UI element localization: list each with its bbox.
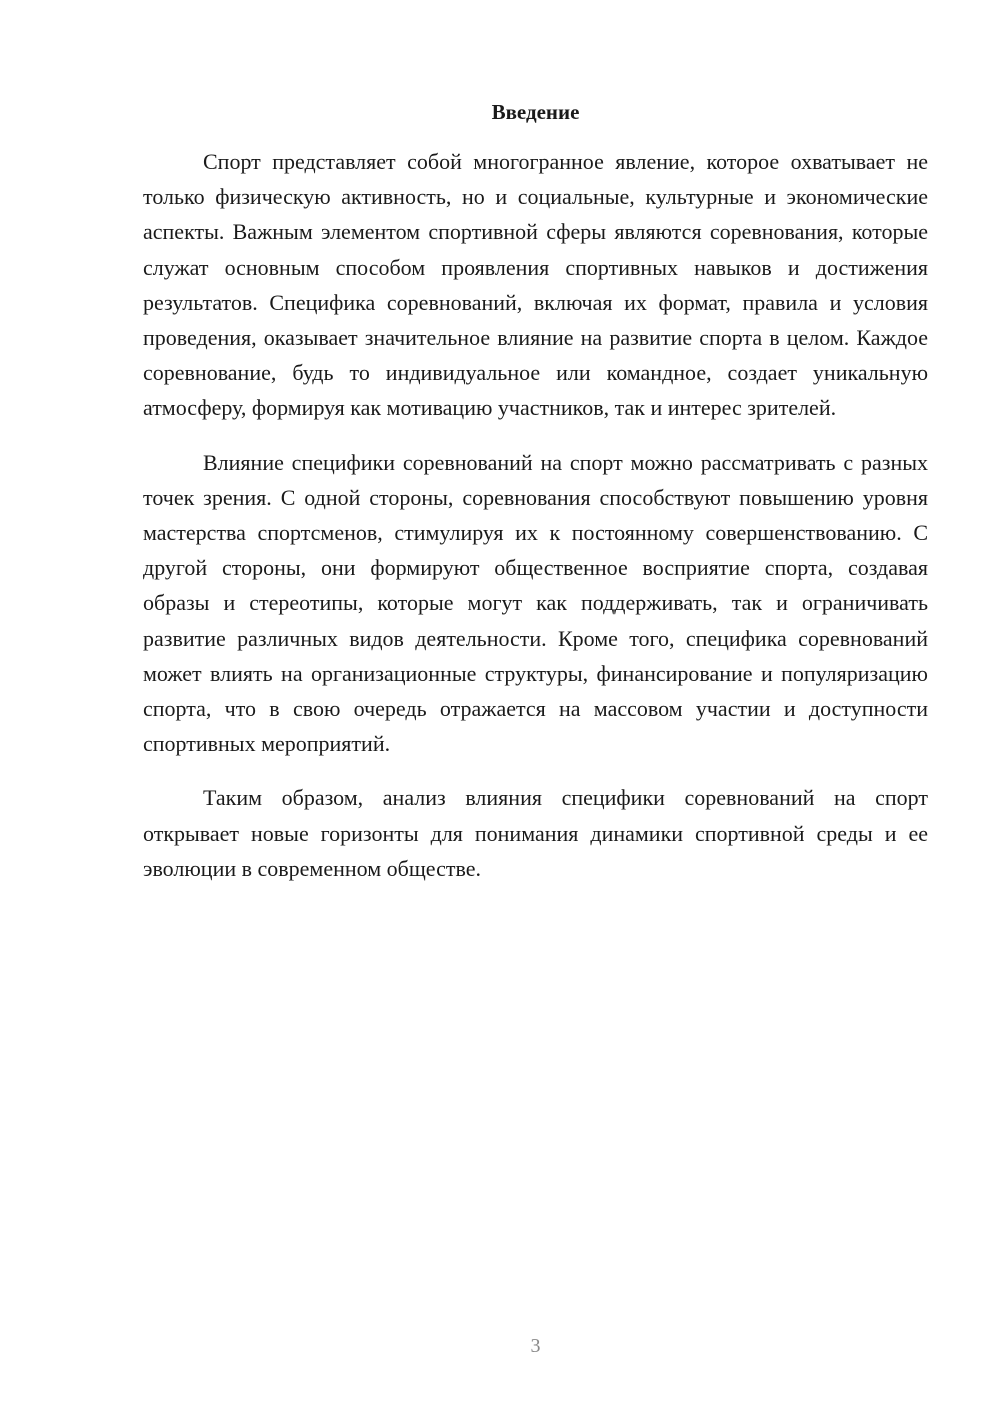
page-number: 3 <box>530 1335 541 1357</box>
body-text <box>143 144 928 905</box>
section-heading: Введение <box>491 100 580 124</box>
paragraph-1: Спорт представляет собой многогранное явление, которое охватывает не только физическую активность, но и социальные, культурные и экономические аспекты. Важным элементом спортивной сферы являются соревнования, которые служат основным способом проявления спортивных навыков и достижения результатов. Специфика соревнований, включая их формат, правила и условия проведения, оказывает значительное влияние на развитие спорта в целом. Каждое соревнование, будь то индивидуальное или командное, создает уникальную атмосферу, формируя как мотивацию участников, так и интерес зрителей. <box>143 149 928 421</box>
paragraph-3: Таким образом, анализ влияния специфики соревнований на спорт открывает новые горизонты для понимания динамики спортивной среды и ее эволюции в современном обществе. <box>143 785 928 881</box>
paragraph-2: Влияние специфики соревнований на спорт можно рассматривать с разных точек зрения. С одной стороны, соревнования способствуют повышению уровня мастерства спортсменов, стимулируя их к постоянному совершенствованию. С другой стороны, они формируют общественное восприятие спорта, создавая образы и стереотипы, которые могут как поддерживать, так и ограничивать развитие различных видов деятельности. Кроме того, специфика соревнований может влиять на организационные структуры, финансирование и популяризацию спорта, что в свою очередь отражается на массовом участии и доступности спортивных мероприятий. <box>143 449 928 757</box>
